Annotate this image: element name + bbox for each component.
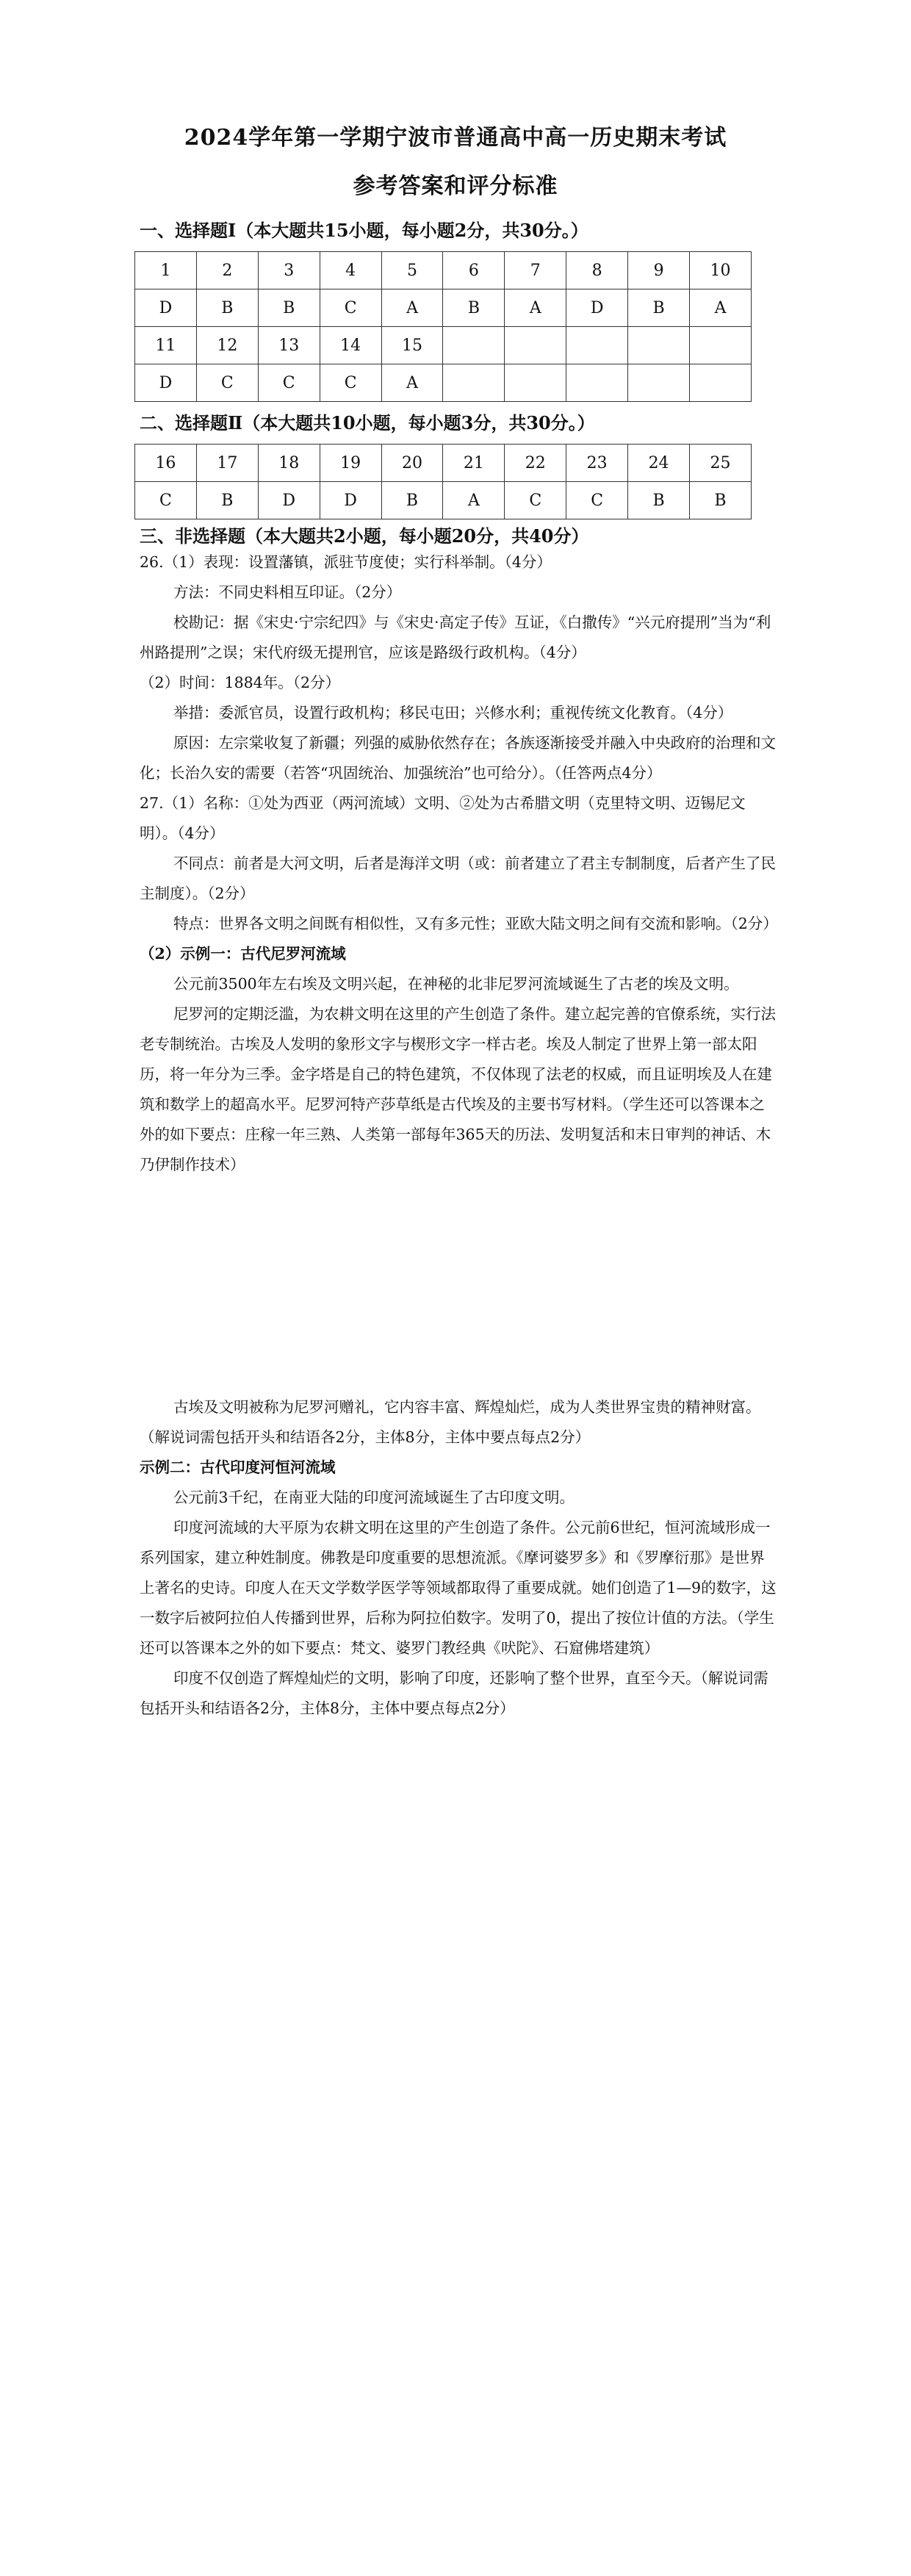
example2-intro: 公元前3千纪，在南亚大陆的印度河流域诞生了古印度文明。 [173,1489,575,1506]
question-number-cell [628,327,690,364]
q26-part1: 26.（1）表现：设置藩镇，派驻节度使；实行科举制。（4分） [140,553,552,571]
question-number-cell: 19 [320,445,381,482]
answer-cell: C [566,482,628,519]
question-number-row [135,327,752,364]
question-number-cell: 15 [381,327,443,364]
answer-cell: B [690,482,752,519]
example-continued [140,1392,779,1724]
question-number-cell: 7 [505,252,566,289]
answer-cell: A [505,289,566,327]
example2-conclusion: 印度不仅创造了辉煌灿烂的文明，影响了印度，还影响了整个世界，直至今天。（解说词需包括开头和结语各2分，主体8分，主体中要点每点2分） [140,1669,768,1717]
question-number-cell [505,327,566,364]
page-title: 2024学年第一学期宁波市普通高中高一历史期末考试 [184,125,727,151]
question-number-cell: 12 [196,327,258,364]
question-number-row [135,252,752,289]
q26-yuanyin: 原因：左宗棠收复了新疆；列强的威胁依然存在；各族逐渐接受并融入中央政府的治理和文化；长治久安的需要（若答“巩固统治、加强统治”也可给分）。（任答两点4分） [140,734,776,782]
section2-answer-table [134,444,752,519]
question-number-cell: 24 [628,445,690,482]
answer-row [135,482,752,519]
answer-cell: A [381,289,443,327]
question-number-cell: 13 [258,327,320,364]
answer-cell: B [381,482,443,519]
answer-cell: D [135,364,197,402]
question-number-cell: 18 [258,445,320,482]
answer-cell: C [258,364,320,402]
q26-27-answers [140,547,779,1180]
question-number-cell: 4 [320,252,381,289]
example1-body: 尼罗河的定期泛滥，为农耕文明在这里的产生创造了条件。建立起完善的官僚系统，实行法老专制统治。古埃及人发明的象形文字与楔形文字一样古老。埃及人制定了世界上第一部太阳历，将一年分为三季。金字塔是自己的特色建筑，不仅体现了法老的权威，而且证明埃及人在建筑和数学上的超高水平。尼罗河特产莎草纸是古代埃及的主要书写材料。（学生还可以答课本之外的如下要点：庄稼一年三熟、人类第一部每年365天的历法、发明复活和末日审判的神话、木乃伊制作技术） [140,1005,776,1173]
section1-heading: 一、选择题Ⅰ（本大题共15小题，每小题2分，共30分。） [140,220,588,241]
question-number-row [135,445,752,482]
q26-jiaokan: 校勘记：据《宋史·宁宗纪四》与《宋史·高定子传》互证，《白撒传》“兴元府提刑”当为“利州路提刑”之误；宋代府级无提刑官，应该是路级行政机构。（4分） [140,614,771,661]
answer-cell [505,364,566,402]
question-number-cell: 10 [690,252,752,289]
question-number-cell: 2 [196,252,258,289]
answer-cell [443,364,505,402]
example2-heading: 示例二：古代印度河恒河流域 [140,1458,336,1476]
q27-tedian: 特点：世界各文明之间既有相似性，又有多元性；亚欧大陆文明之间有交流和影响。（2分） [173,915,778,932]
answer-cell [628,364,690,402]
answer-cell: C [196,364,258,402]
question-number-cell: 5 [381,252,443,289]
answer-cell: A [690,289,752,327]
question-number-cell: 22 [505,445,566,482]
question-number-cell [566,327,628,364]
question-number-cell [443,327,505,364]
question-number-cell: 21 [443,445,505,482]
answer-cell: C [320,289,381,327]
answer-cell [566,364,628,402]
answer-cell: B [196,482,258,519]
section2-heading: 二、选择题Ⅱ（本大题共10小题，每小题3分，共30分。） [140,412,595,433]
question-number-cell [690,327,752,364]
question-number-cell: 14 [320,327,381,364]
question-number-cell: 9 [628,252,690,289]
example2-body: 印度河流域的大平原为农耕文明在这里的产生创造了条件。公元前6世纪，恒河流域形成一系列国家，建立种姓制度。佛教是印度重要的思想流派。《摩诃婆罗多》和《罗摩衍那》是世界上著名的史诗。印度人在天文学数学医学等领域都取得了重要成就。她们创造了1—9的数字，这一数字后被阿拉伯人传播到世界，后称为阿拉伯数字。发明了0，提出了按位计值的方法。（学生还可以答课本之外的如下要点：梵文、婆罗门教经典《吠陀》、石窟佛塔建筑） [140,1519,777,1657]
q27-butong: 不同点：前者是大河文明，后者是海洋文明（或：前者建立了君主专制制度，后者产生了民主制度）。（2分） [140,855,776,902]
question-number-cell: 25 [690,445,752,482]
q26-method: 方法：不同史料相互印证。（2分） [173,583,402,601]
answer-cell [690,364,752,402]
question-number-cell: 11 [135,327,197,364]
q27-part1: 27.（1）名称：①处为西亚（两河流域）文明、②处为古希腊文明（克里特文明、迈锡尼文明）。（4分） [140,794,746,842]
answer-cell: B [196,289,258,327]
q26-jucuo: 举措：委派官员，设置行政机构；移民屯田；兴修水利；重视传统文化教育。（4分） [173,704,733,722]
answer-cell: B [628,482,690,519]
answer-cell: C [135,482,197,519]
answer-cell: D [135,289,197,327]
question-number-cell: 1 [135,252,197,289]
answer-row [135,364,752,402]
answer-cell: D [320,482,381,519]
answer-cell: A [443,482,505,519]
question-number-cell: 3 [258,252,320,289]
answer-cell: B [258,289,320,327]
question-number-cell: 6 [443,252,505,289]
section3-heading: 三、非选择题（本大题共2小题，每小题20分，共40分） [140,525,589,547]
answer-cell: C [320,364,381,402]
example1-heading: （2）示例一：古代尼罗河流域 [140,945,346,963]
answer-cell: D [566,289,628,327]
question-number-cell: 16 [135,445,197,482]
page-subtitle: 参考答案和评分标准 [353,173,558,199]
answer-cell: B [628,289,690,327]
answer-cell: D [258,482,320,519]
answer-cell: C [505,482,566,519]
example1-intro: 公元前3500年左右埃及文明兴起，在神秘的北非尼罗河流域诞生了古老的埃及文明。 [173,975,739,993]
answer-cell: B [443,289,505,327]
question-number-cell: 20 [381,445,443,482]
question-number-cell: 17 [196,445,258,482]
answer-row [135,289,752,327]
question-number-cell: 23 [566,445,628,482]
q26-part2: （2）时间：1884年。（2分） [140,674,341,691]
section1-answer-table [134,251,752,402]
question-number-cell: 8 [566,252,628,289]
answer-cell: A [381,364,443,402]
example1-conclusion: 古埃及文明被称为尼罗河赠礼，它内容丰富、辉煌灿烂，成为人类世界宝贵的精神财富。（解说词需包括开头和结语各2分，主体8分，主体中要点每点2分） [140,1398,761,1446]
